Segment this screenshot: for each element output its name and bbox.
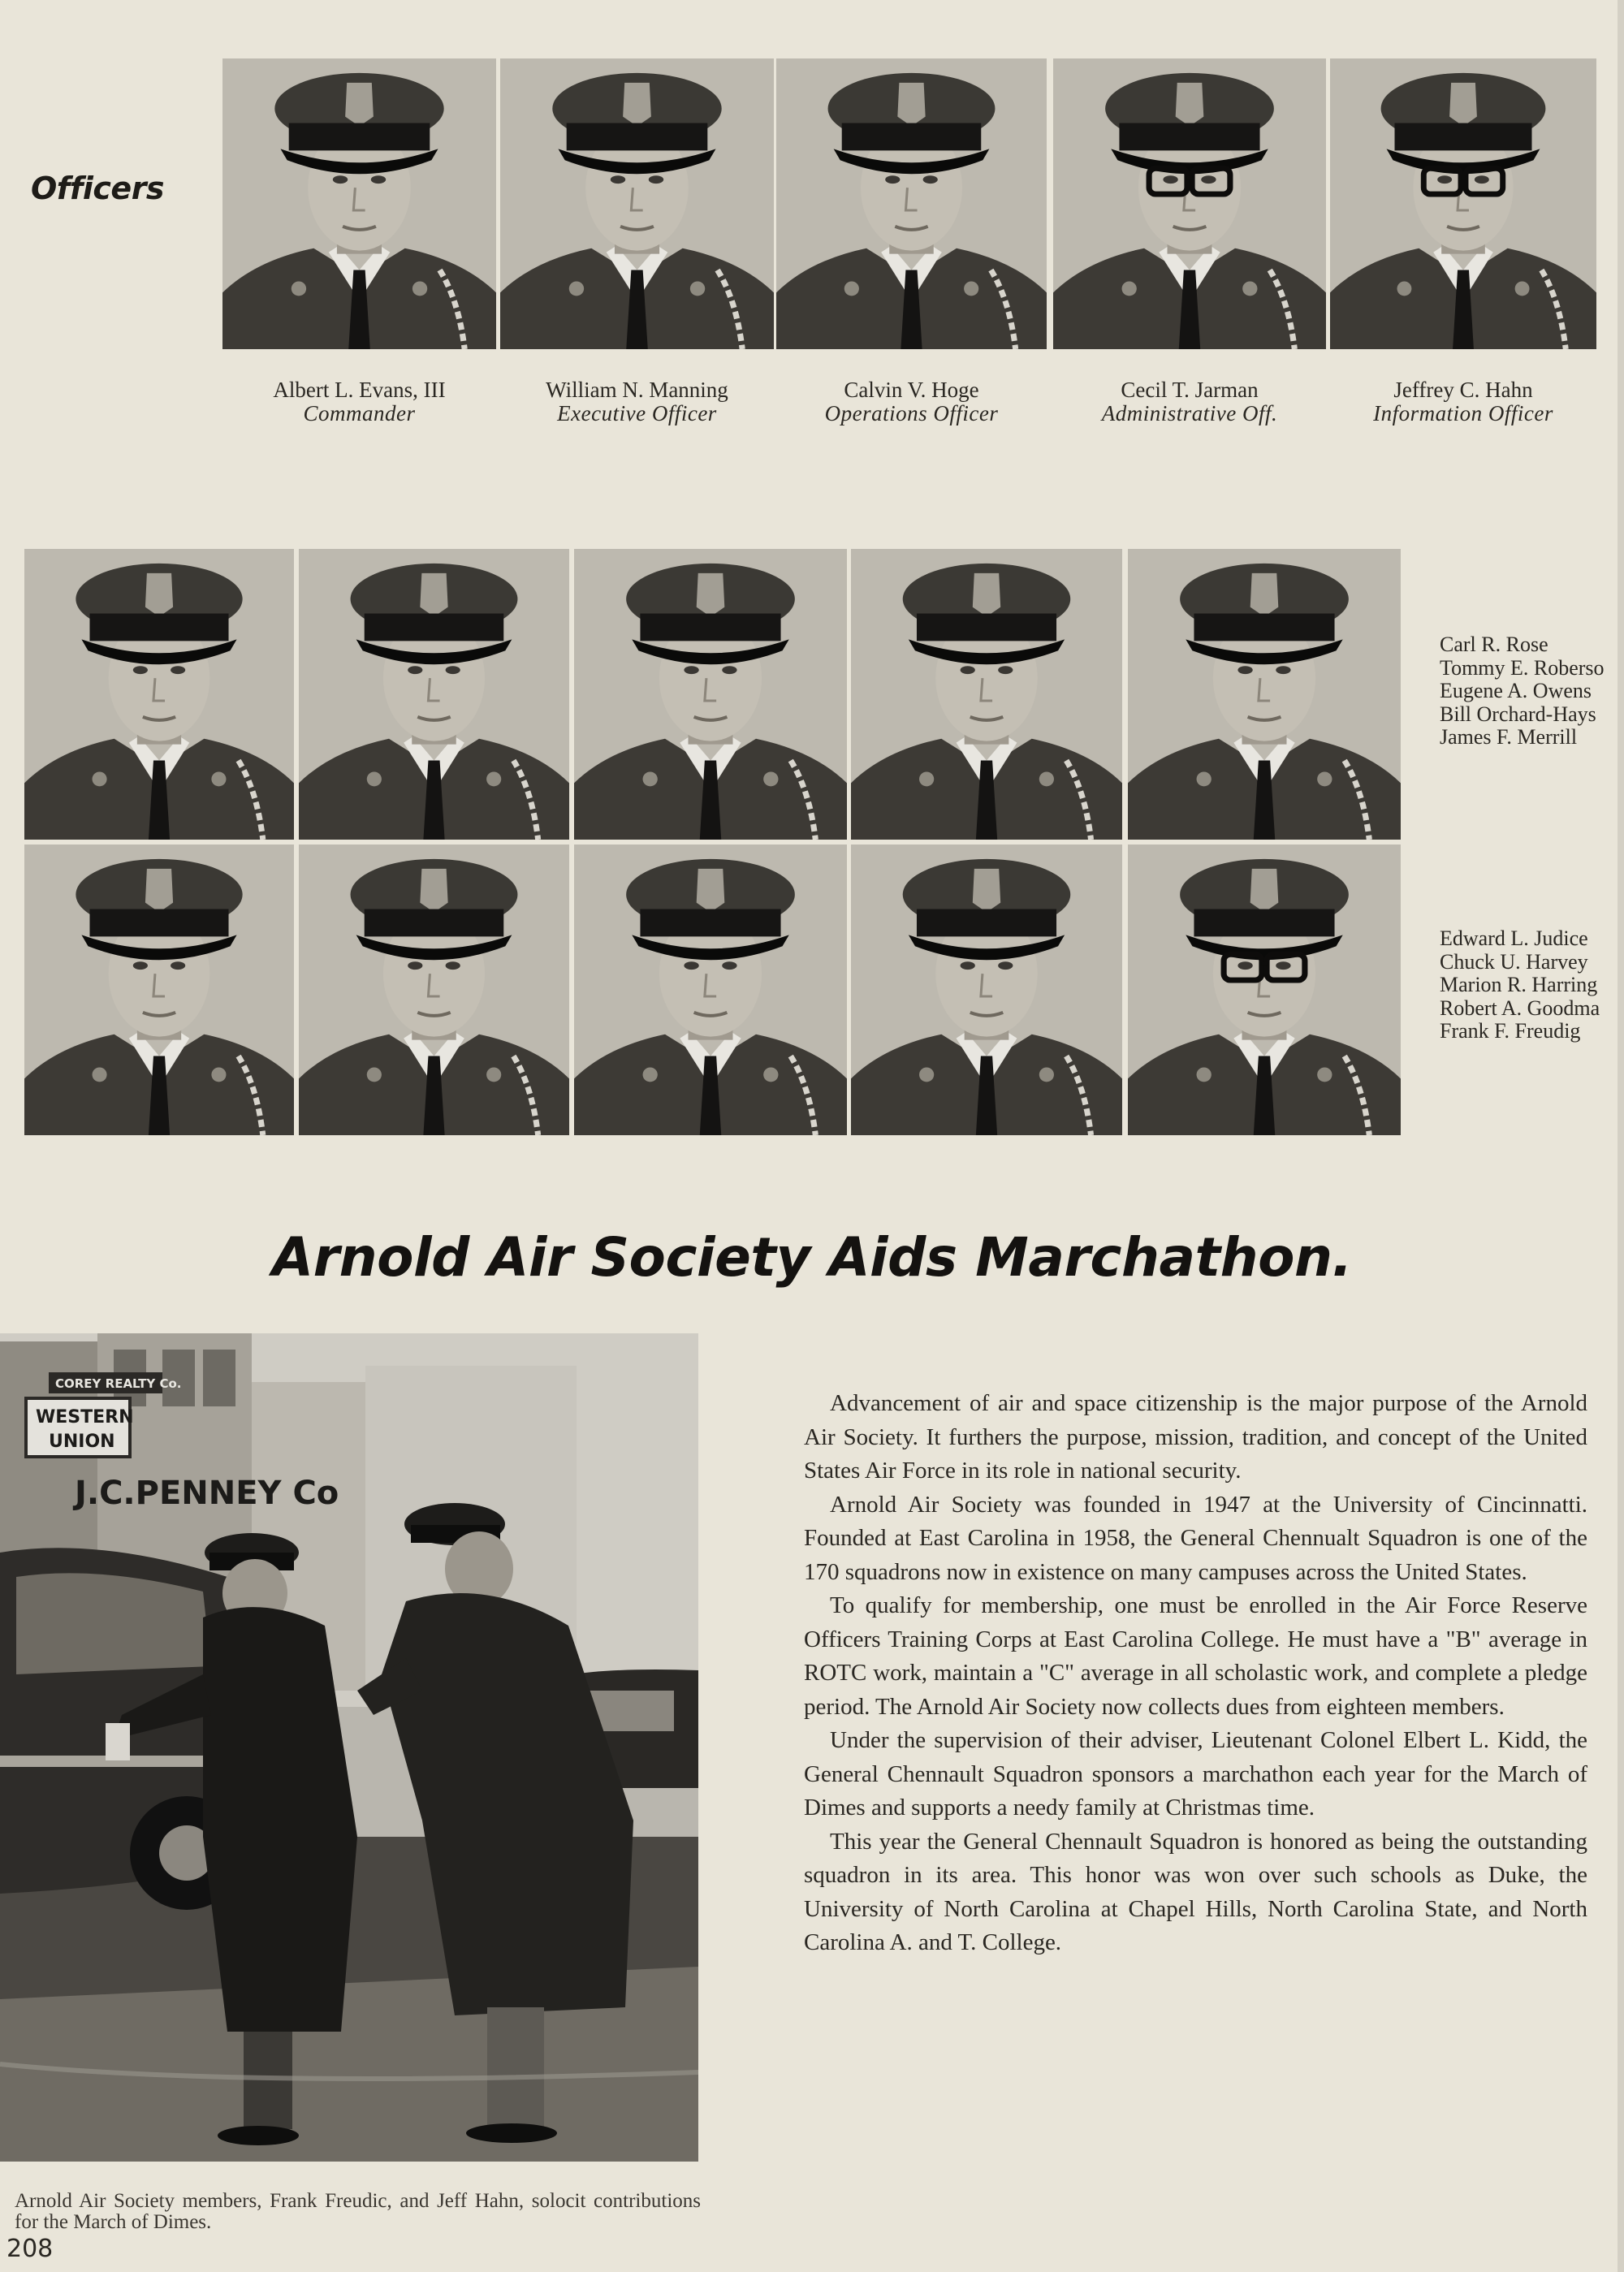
member-name: Marion R. Harring xyxy=(1440,973,1598,996)
member-portrait xyxy=(1128,844,1401,1135)
article-paragraph: This year the General Chennault Squadron is honored as being the outstanding squadron in its area. This honor was won over such schools as Duke, the University of North Carolina at Chapel Hills, North Carolina State, and North Carolina A. and T. College. xyxy=(804,1828,1587,1955)
officer-role: Commander xyxy=(303,401,416,425)
sign-text: J.C.PENNEY Co xyxy=(75,1475,339,1512)
member-name: Carl R. Rose xyxy=(1440,633,1548,656)
officer-portrait xyxy=(222,58,496,349)
officer-caption xyxy=(222,378,496,425)
officer-name: Cecil T. Jarman xyxy=(1121,378,1259,402)
headline: Arnold Air Society Aids Marchathon. xyxy=(271,1226,1353,1289)
member-portrait xyxy=(574,549,847,840)
officer-caption xyxy=(500,378,774,425)
sign-text: UNION xyxy=(49,1432,115,1452)
member-portrait xyxy=(299,844,569,1135)
officer-caption xyxy=(776,378,1047,425)
officer-role: Operations Officer xyxy=(824,401,999,425)
member-name: Eugene A. Owens xyxy=(1440,679,1592,702)
member-portrait xyxy=(299,549,569,840)
member-portrait xyxy=(574,844,847,1135)
member-name: Chuck U. Harvey xyxy=(1440,949,1588,974)
officer-role: Administrative Off. xyxy=(1101,401,1278,425)
member-portrait xyxy=(1128,549,1401,840)
sign-text: WESTERN xyxy=(36,1407,134,1428)
section-label-officers: Officers xyxy=(31,171,165,206)
officer-name: Albert L. Evans, III xyxy=(273,378,446,402)
marchathon-photo xyxy=(0,1333,698,2162)
page-number: 208 xyxy=(6,2235,54,2263)
member-name: Tommy E. Roberso xyxy=(1440,655,1605,680)
member-portrait xyxy=(851,844,1122,1135)
officer-name: Calvin V. Hoge xyxy=(844,378,979,402)
article-paragraph: Arnold Air Society was founded in 1947 at the University of Cincinnatti. Founded at East Carolina in 1958, the General Chennualt Squadron is one of the 170 squadrons now in existence on many campuses across the United States. xyxy=(804,1491,1587,1585)
member-portrait xyxy=(851,549,1122,840)
article-paragraph: Under the supervision of their adviser, Lieutenant Colonel Elbert L. Kidd, the General Chennault Squadron sponsors a marchathon each year for the March of Dimes and supports a needy family at Christmas time. xyxy=(804,1727,1587,1821)
officer-role: Information Officer xyxy=(1373,401,1553,425)
photo-caption: Arnold Air Society members, Frank Freudic, and Jeff Hahn, solocit contributions for the March of Dimes. xyxy=(15,2190,701,2233)
officer-portrait xyxy=(1330,58,1596,349)
article-paragraph: To qualify for membership, one must be enrolled in the Air Force Reserve Officers Training Corps at East Carolina College. He must have a "B" average in ROTC work, maintain a "C" average in all scholastic work, and complete a pledge period. The Arnold Air Society now collects dues from eighteen members. xyxy=(804,1592,1587,1720)
article-paragraph: Advancement of air and space citizenship is the major purpose of the Arnold Air Society. It furthers the purpose, mission, tradition, and concept of the United States Air Force in its role in national security. xyxy=(804,1390,1587,1484)
member-name: James F. Merrill xyxy=(1440,725,1578,749)
page-edge xyxy=(1618,0,1624,2272)
officer-role: Executive Officer xyxy=(557,401,717,425)
officer-portrait xyxy=(500,58,774,349)
member-portrait xyxy=(24,844,294,1135)
member-names-row1 xyxy=(1440,633,1605,749)
member-names-row2 xyxy=(1440,927,1600,1043)
article-body xyxy=(804,1387,1587,1960)
member-name: Bill Orchard-Hays xyxy=(1440,702,1596,726)
officer-portrait xyxy=(1053,58,1326,349)
officer-name: William N. Manning xyxy=(546,378,728,402)
member-name: Edward L. Judice xyxy=(1440,927,1588,950)
officer-name: Jeffrey C. Hahn xyxy=(1393,378,1533,402)
member-name: Frank F. Freudig xyxy=(1440,1019,1581,1043)
officer-portrait xyxy=(776,58,1047,349)
officer-caption xyxy=(1330,378,1596,425)
officer-caption xyxy=(1053,378,1326,425)
sign-text: COREY REALTY Co. xyxy=(55,1376,182,1391)
member-name: Robert A. Goodma xyxy=(1440,996,1600,1020)
member-portrait xyxy=(24,549,294,840)
